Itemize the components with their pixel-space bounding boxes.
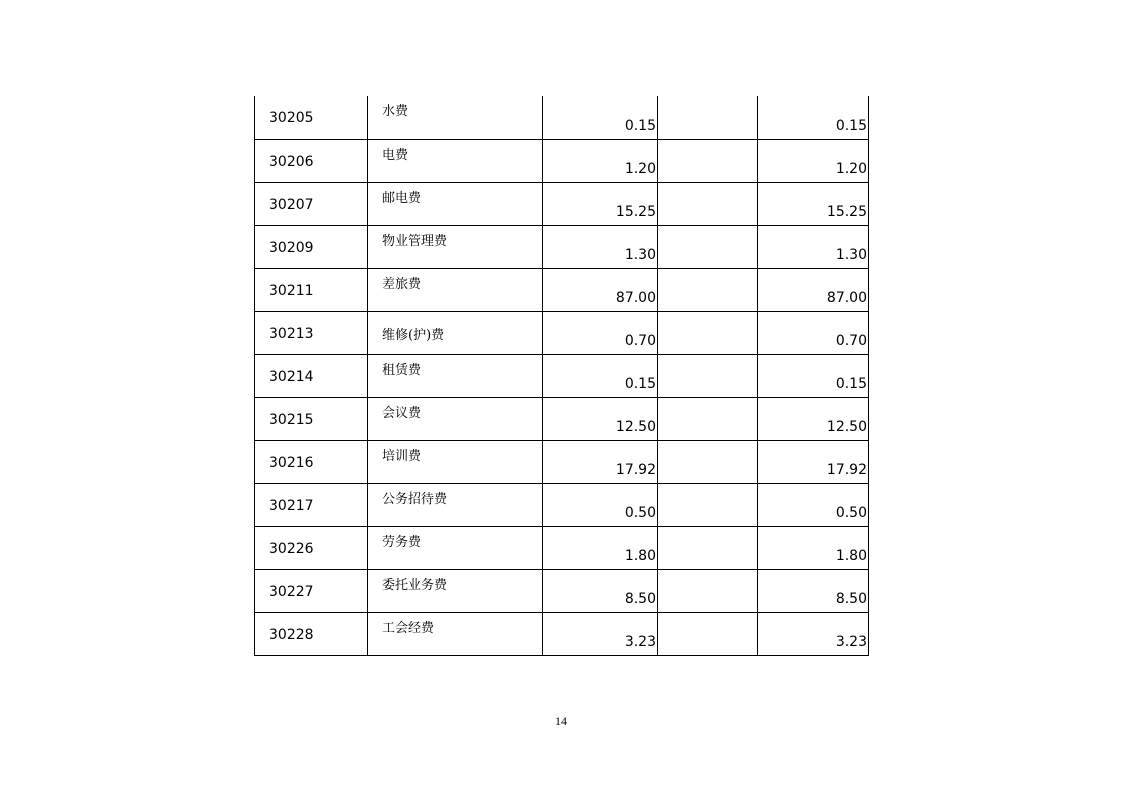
table-row [255,569,869,612]
total-amount: 1.20 [543,139,658,182]
account-code: 30215 [255,397,368,440]
account-name: 物业管理费 [368,225,543,268]
project-amount: 0.15 [758,96,869,139]
basic-amount [658,268,758,311]
account-code: 30216 [255,440,368,483]
total-amount: 3.23 [543,612,658,655]
project-amount: 8.50 [758,569,869,612]
total-amount: 0.70 [543,311,658,354]
basic-amount [658,612,758,655]
table-row [255,311,869,354]
basic-amount [658,311,758,354]
basic-amount [658,139,758,182]
account-code: 30228 [255,612,368,655]
account-code: 30214 [255,354,368,397]
account-code: 30205 [255,96,368,139]
account-name: 邮电费 [368,182,543,225]
account-name: 工会经费 [368,612,543,655]
account-code: 30226 [255,526,368,569]
account-name: 培训费 [368,440,543,483]
project-amount: 17.92 [758,440,869,483]
project-amount: 1.20 [758,139,869,182]
total-amount: 8.50 [543,569,658,612]
account-name: 水费 [368,96,543,139]
total-amount: 12.50 [543,397,658,440]
account-name: 会议费 [368,397,543,440]
total-amount: 0.15 [543,96,658,139]
project-amount: 1.30 [758,225,869,268]
table-row [255,225,869,268]
project-amount: 15.25 [758,182,869,225]
table-row [255,354,869,397]
account-name: 委托业务费 [368,569,543,612]
account-name: 差旅费 [368,268,543,311]
project-amount: 87.00 [758,268,869,311]
table-row [255,612,869,655]
table-row [255,182,869,225]
basic-amount [658,526,758,569]
account-name: 租赁费 [368,354,543,397]
basic-amount [658,569,758,612]
account-code: 30217 [255,483,368,526]
account-name: 电费 [368,139,543,182]
total-amount: 0.50 [543,483,658,526]
basic-amount [658,354,758,397]
account-code: 30207 [255,182,368,225]
page-number: 14 [555,714,567,728]
project-amount: 1.80 [758,526,869,569]
total-amount: 1.30 [543,225,658,268]
table-row [255,440,869,483]
account-code: 30227 [255,569,368,612]
table-row [255,483,869,526]
total-amount: 15.25 [543,182,658,225]
account-name: 维修(护)费 [368,311,543,354]
account-code: 30211 [255,268,368,311]
basic-amount [658,225,758,268]
account-name: 劳务费 [368,526,543,569]
account-name: 公务招待费 [368,483,543,526]
table-row [255,139,869,182]
table-row [255,526,869,569]
project-amount: 0.70 [758,311,869,354]
project-amount: 0.15 [758,354,869,397]
project-amount: 0.50 [758,483,869,526]
account-code: 30206 [255,139,368,182]
budget-table [254,96,869,656]
total-amount: 17.92 [543,440,658,483]
basic-amount [658,483,758,526]
project-amount: 3.23 [758,612,869,655]
basic-amount [658,440,758,483]
basic-amount [658,397,758,440]
project-amount: 12.50 [758,397,869,440]
total-amount: 1.80 [543,526,658,569]
basic-amount [658,182,758,225]
table-row [255,268,869,311]
account-code: 30213 [255,311,368,354]
table-row [255,397,869,440]
total-amount: 87.00 [543,268,658,311]
account-code: 30209 [255,225,368,268]
total-amount: 0.15 [543,354,658,397]
basic-amount [658,96,758,139]
table-row [255,96,869,139]
